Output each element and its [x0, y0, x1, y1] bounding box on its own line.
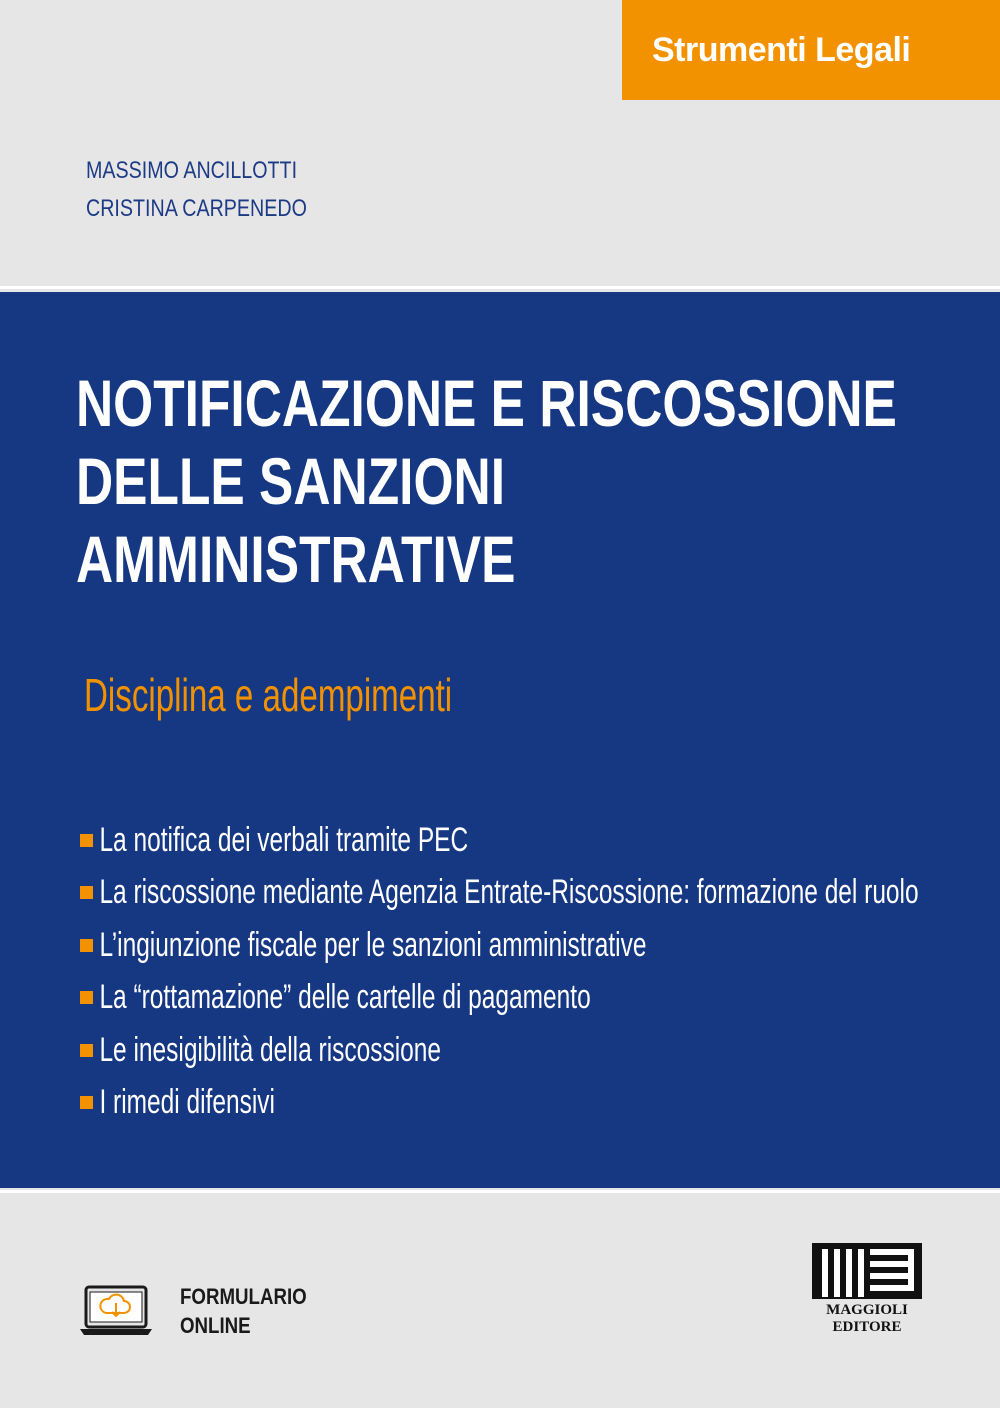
subtitle: Disciplina e adempimenti	[84, 669, 453, 721]
divider	[0, 286, 1000, 289]
author-name: MASSIMO ANCILLOTTI	[86, 157, 298, 184]
list-item-label: L’ingiunzione fiscale per le sanzioni amministrative	[99, 925, 647, 964]
list-item	[80, 1024, 872, 1077]
topic-list	[80, 814, 919, 1129]
list-item	[80, 867, 919, 920]
online-line: ONLINE	[180, 1313, 251, 1338]
publisher-name: EDITORE	[832, 1319, 902, 1335]
list-item	[80, 919, 872, 972]
series-label: Strumenti Legali	[652, 30, 911, 69]
title-panel	[0, 292, 1000, 1188]
list-item-label: Le inesigibilità della riscossione	[99, 1030, 441, 1069]
list-item-label: La “rottamazione” delle cartelle di pagamento	[99, 978, 591, 1017]
title-line: NOTIFICAZIONE E RISCOSSIONE	[76, 366, 897, 440]
online-badge	[80, 1282, 329, 1340]
list-item-label: I rimedi difensivi	[99, 1083, 275, 1122]
online-line: FORMULARIO	[180, 1284, 307, 1309]
bullet-square-icon	[80, 1044, 93, 1057]
bullet-square-icon	[80, 1096, 93, 1109]
series-tab	[622, 0, 1000, 100]
list-item-label: La notifica dei verbali tramite PEC	[99, 820, 469, 859]
authors	[86, 152, 307, 228]
bullet-square-icon	[80, 991, 93, 1004]
title-line: AMMINISTRATIVE	[76, 522, 516, 596]
bullet-square-icon	[80, 834, 93, 847]
list-item	[80, 814, 872, 867]
bullet-square-icon	[80, 939, 93, 952]
laptop-cloud-download-icon	[80, 1285, 152, 1337]
author-name: CRISTINA CARPENEDO	[86, 195, 307, 222]
online-label	[180, 1282, 307, 1340]
divider	[0, 1190, 1000, 1193]
publisher-logo	[812, 1243, 922, 1335]
title-line: DELLE SANZIONI	[76, 444, 506, 518]
book-title	[76, 364, 934, 598]
publisher-name: MAGGIOLI	[826, 1302, 908, 1318]
list-item	[80, 972, 872, 1025]
list-item-label: La riscossione mediante Agenzia Entrate-Riscossione: formazione del ruolo	[99, 873, 919, 912]
bullet-square-icon	[80, 886, 93, 899]
list-item	[80, 1077, 872, 1130]
